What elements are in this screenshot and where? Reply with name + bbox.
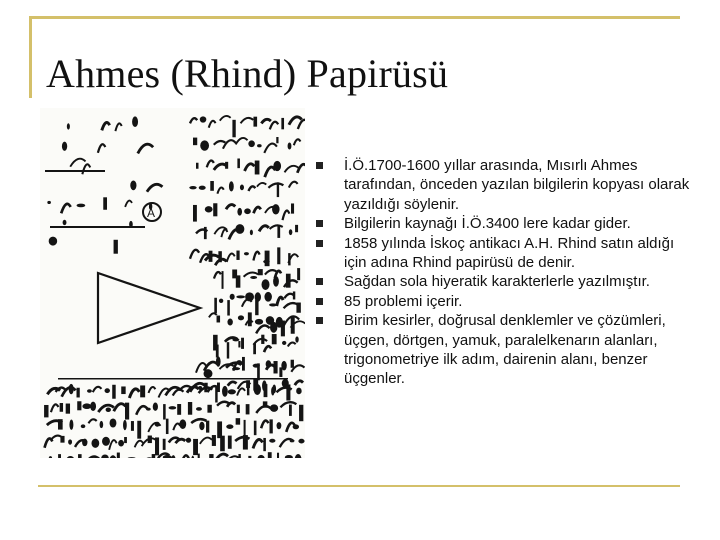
hieratic-mark	[295, 336, 298, 342]
hieratic-mark	[171, 455, 176, 458]
hieratic-mark	[232, 338, 239, 341]
hieratic-mark	[258, 269, 263, 275]
hieratic-mark	[209, 454, 213, 458]
hieratic-mark	[257, 363, 260, 380]
hieratic-mark	[200, 140, 209, 150]
hieratic-mark	[257, 183, 266, 187]
hieratic-mark	[163, 439, 166, 450]
hieratic-mark	[82, 164, 90, 174]
hieratic-mark	[291, 360, 294, 368]
hieratic-mark	[146, 408, 151, 411]
hieratic-mark	[138, 144, 153, 153]
hieratic-mark	[81, 424, 86, 428]
hieratic-mark	[298, 439, 304, 444]
hieratic-mark	[257, 455, 264, 458]
hieratic-mark	[295, 454, 302, 458]
hieratic-mark	[199, 422, 204, 430]
hieratic-mark	[238, 315, 244, 320]
hieratic-mark	[281, 321, 285, 337]
hieratic-line	[58, 378, 288, 380]
hieratic-mark	[291, 203, 294, 213]
hieratic-mark	[271, 387, 274, 396]
hieratic-mark	[102, 437, 110, 446]
square-bullet-icon	[316, 162, 323, 169]
hieratic-mark	[264, 346, 271, 352]
hieratic-mark	[169, 406, 177, 409]
bullet-item: 85 problemi içerir.	[316, 292, 696, 311]
hieratic-mark	[288, 343, 296, 347]
hieratic-mark	[100, 421, 104, 428]
hieratic-mark	[227, 342, 229, 358]
hieratic-mark	[264, 144, 277, 153]
hieratic-mark	[269, 303, 277, 306]
hieratic-mark	[244, 208, 251, 214]
hieratic-mark	[264, 292, 272, 302]
hieratic-mark	[93, 387, 102, 392]
hieratic-mark	[269, 439, 275, 443]
hieratic-mark	[285, 455, 293, 458]
hieratic-mark	[279, 367, 282, 377]
bullet-list	[316, 156, 696, 389]
hieratic-mark	[214, 298, 217, 313]
hieratic-mark	[152, 454, 156, 458]
hieratic-mark	[67, 123, 70, 129]
hieratic-mark	[213, 203, 217, 216]
hieratic-mark	[207, 161, 214, 168]
hieratic-mark	[237, 388, 245, 395]
hieratic-mark	[296, 388, 302, 395]
hieratic-mark	[273, 161, 281, 171]
hieratic-mark	[217, 316, 221, 323]
square-bullet-icon	[316, 240, 323, 247]
hieratic-mark	[272, 334, 277, 344]
hieratic-mark	[112, 385, 115, 399]
hieratic-mark	[227, 254, 235, 262]
hieratic-mark	[51, 404, 58, 412]
hieratic-mark	[280, 402, 296, 407]
hieratic-mark	[60, 436, 64, 443]
hieratic-mark	[242, 299, 252, 306]
hieratic-mark	[212, 435, 216, 446]
hieratic-mark	[121, 386, 125, 394]
hieratic-mark	[129, 389, 139, 398]
frame-left-line	[29, 16, 32, 98]
hieratic-mark	[295, 381, 303, 385]
hieratic-mark	[117, 453, 120, 458]
hieratic-mark	[209, 313, 217, 317]
hieratic-mark	[296, 303, 300, 313]
hieratic-mark	[220, 116, 231, 121]
hieratic-mark	[125, 403, 129, 420]
hieratic-mark	[248, 186, 255, 191]
hieratic-mark	[115, 123, 121, 131]
hieratic-mark	[283, 211, 290, 220]
hieratic-mark	[69, 420, 73, 430]
hieratic-mark	[277, 422, 282, 429]
hieratic-mark	[191, 419, 206, 423]
hieratic-mark	[257, 144, 262, 147]
hieratic-mark	[155, 437, 159, 455]
hieratic-mark	[101, 455, 109, 458]
hieratic-mark	[127, 457, 136, 458]
hieratic-mark	[191, 456, 194, 458]
hieratic-mark	[270, 225, 283, 229]
hieratic-mark	[88, 419, 96, 423]
hieratic-mark	[250, 276, 257, 279]
hieratic-mark	[196, 407, 202, 411]
hieratic-mark	[207, 405, 211, 413]
hieratic-mark	[102, 123, 110, 131]
hieratic-mark	[248, 456, 251, 458]
hieratic-mark	[273, 276, 279, 287]
hieratic-mark	[153, 403, 158, 411]
hieratic-mark	[216, 345, 219, 358]
hieratic-mark	[289, 405, 292, 416]
hieratic-mark	[294, 139, 301, 145]
hieratic-mark	[253, 117, 257, 127]
hieratic-mark	[51, 436, 62, 440]
hieratic-mark	[289, 182, 298, 188]
hieratic-mark	[63, 220, 67, 225]
hieratic-mark	[190, 118, 197, 123]
square-bullet-icon	[316, 220, 323, 227]
hieratic-mark	[253, 252, 259, 261]
hieratic-mark	[270, 322, 277, 333]
hieratic-mark	[45, 438, 53, 447]
bullet-item: Bilgilerin kaynağı İ.Ö.3400 lere kadar gider.	[316, 214, 696, 233]
hieratic-mark	[125, 201, 132, 207]
hieratic-mark	[186, 438, 191, 443]
hieratic-mark	[236, 251, 239, 260]
hieratic-mark	[253, 440, 263, 449]
frame-top-line	[29, 16, 680, 19]
hieratic-mark	[226, 424, 233, 429]
hieratic-mark	[90, 402, 96, 411]
hieratic-mark	[225, 162, 228, 169]
hieratic-mark	[196, 163, 198, 169]
hieratic-mark	[265, 251, 270, 267]
hieratic-mark	[130, 180, 136, 190]
hieratic-mark	[209, 121, 216, 128]
hieratic-mark	[295, 225, 298, 232]
hieratic-mark	[132, 116, 138, 127]
hieratic-mark	[173, 390, 184, 396]
hieratic-mark	[135, 441, 143, 448]
bullet-item: Sağdan sola hiyeratik karakterlerle yazılmıştır.	[316, 272, 696, 291]
hieratic-mark	[241, 118, 254, 123]
hieratic-mark	[286, 384, 290, 400]
hieratic-mark	[236, 295, 245, 298]
hieratic-mark	[175, 439, 185, 443]
hieratic-line	[50, 226, 145, 228]
hieratic-mark	[227, 403, 235, 407]
hieratic-mark	[217, 421, 222, 438]
hieratic-mark	[91, 439, 99, 448]
hieratic-mark	[270, 122, 278, 130]
square-bullet-icon	[316, 278, 323, 285]
hieratic-mark	[149, 387, 156, 393]
hieratic-mark	[109, 457, 116, 458]
hieratic-mark	[261, 421, 268, 429]
hieratic-mark	[232, 120, 235, 137]
hieratic-mark	[227, 319, 232, 326]
hieratic-mark	[228, 436, 232, 449]
hieratic-mark	[140, 385, 145, 397]
hieratic-mark	[163, 455, 172, 458]
hieratic-mark	[263, 438, 266, 451]
hieratic-mark	[217, 187, 223, 193]
hieratic-mark	[244, 273, 258, 277]
hieratic-mark	[173, 424, 180, 431]
square-bullet-icon	[316, 298, 323, 305]
bullet-item: Birim kesirler, doğrusal denklemler ve çözümleri, üçgen, dörtgen, yamuk, paralelkenarın alanları, trigonometriye ilk adım, dairenin alanı, benzer üçgenler.	[316, 311, 696, 389]
hieratic-mark	[198, 454, 200, 458]
hieratic-mark	[242, 357, 245, 371]
hieratic-mark	[277, 247, 280, 264]
hieratic-mark	[236, 275, 241, 287]
papyrus-drawing	[40, 108, 305, 458]
hieratic-mark	[265, 167, 276, 177]
hieratic-mark	[237, 405, 240, 413]
hieratic-mark	[221, 229, 227, 237]
hieratic-mark	[243, 435, 248, 449]
hieratic-mark	[263, 401, 268, 407]
slide-title: Ahmes (Rhind) Papirüsü	[46, 51, 449, 96]
hieratic-mark	[106, 407, 111, 412]
hieratic-mark	[277, 226, 280, 238]
hieratic-mark	[246, 404, 250, 414]
hieratic-mark	[269, 419, 272, 433]
hieratic-mark	[248, 140, 255, 147]
hieratic-mark	[289, 229, 293, 235]
bullet-item: İ.Ö.1700-1600 yıllar arasında, Mısırlı Ahmes tarafından, önceden yazılan bilgilerin kopyası olarak yazıldığı söylenir.	[316, 156, 696, 214]
hieratic-mark	[261, 119, 271, 123]
hieratic-mark	[166, 419, 169, 434]
hieratic-mark	[253, 343, 256, 354]
hieratic-mark	[219, 299, 223, 303]
hieratic-mark	[232, 367, 240, 370]
hieratic-mark	[189, 186, 196, 189]
hieratic-mark	[281, 118, 284, 129]
hieratic-mark	[193, 138, 197, 146]
hieratic-mark	[277, 297, 283, 306]
hieratic-mark	[229, 181, 234, 191]
hieratic-mark	[241, 338, 244, 349]
hieratic-mark	[77, 388, 80, 398]
hieratic-mark	[204, 362, 218, 371]
hieratic-mark	[297, 164, 305, 173]
hieratic-mark	[240, 184, 244, 190]
hieratic-mark	[103, 197, 107, 209]
hieratic-mark	[264, 384, 268, 397]
hieratic-mark	[155, 422, 160, 427]
bottom-rule	[38, 485, 680, 487]
hieratic-mark	[214, 272, 221, 279]
hieratic-mark	[268, 452, 272, 458]
hieratic-mark	[290, 439, 294, 443]
hieratic-mark	[254, 421, 257, 436]
hieratic-mark	[105, 388, 110, 393]
hieratic-mark	[44, 405, 48, 417]
hieratic-mark	[236, 138, 248, 145]
triangle-figure	[98, 273, 200, 343]
hieratic-mark	[204, 369, 213, 378]
hieratic-mark	[47, 201, 51, 204]
hieratic-mark	[277, 453, 279, 458]
hieratic-mark	[298, 120, 305, 129]
hieratic-mark	[124, 437, 127, 443]
hieratic-mark	[179, 419, 186, 429]
hieratic-mark	[226, 205, 235, 210]
hieratic-mark	[60, 403, 63, 412]
hieratic-mark	[284, 294, 294, 299]
hieratic-mark	[98, 144, 105, 153]
hieratic-mark	[206, 421, 209, 433]
hieratic-mark	[293, 291, 295, 299]
hieratic-mark	[245, 164, 255, 171]
papyrus-image	[40, 108, 305, 458]
hieratic-mark	[220, 436, 225, 452]
hieratic-mark	[163, 404, 166, 419]
square-bullet-icon	[316, 317, 323, 324]
hieratic-mark	[110, 418, 117, 427]
hieratic-mark	[247, 385, 249, 395]
hieratic-mark	[235, 224, 244, 234]
hieratic-mark	[250, 230, 253, 235]
hieratic-mark	[222, 386, 228, 397]
hieratic-mark	[244, 252, 249, 255]
hieratic-mark	[288, 143, 292, 150]
circled-glyph-symbol: A	[147, 206, 156, 220]
hieratic-mark	[49, 237, 57, 246]
hieratic-mark	[87, 389, 92, 393]
hieratic-mark	[193, 439, 198, 455]
hieratic-mark	[188, 402, 192, 415]
hieratic-mark	[62, 142, 67, 151]
hieratic-mark	[114, 240, 118, 254]
hieratic-mark	[214, 141, 226, 145]
hieratic-mark	[259, 226, 269, 232]
hieratic-mark	[282, 341, 286, 345]
hieratic-mark	[137, 421, 141, 439]
hieratic-mark	[268, 183, 283, 187]
hieratic-mark	[147, 184, 163, 191]
hieratic-mark	[68, 439, 72, 444]
hieratic-mark	[237, 208, 242, 216]
hieratic-mark	[136, 406, 147, 415]
hieratic-mark	[238, 454, 240, 458]
hieratic-mark	[270, 404, 278, 412]
hieratic-mark	[254, 207, 261, 213]
hieratic-mark	[82, 439, 87, 447]
hieratic-mark	[215, 386, 217, 403]
hieratic-line	[45, 170, 105, 172]
hieratic-mark	[228, 382, 237, 386]
hieratic-mark	[109, 440, 116, 450]
hieratic-mark	[216, 454, 228, 458]
hieratic-mark	[236, 418, 240, 425]
hieratic-mark	[248, 312, 252, 326]
hieratic-mark	[190, 250, 199, 259]
hieratic-mark	[230, 294, 235, 300]
hieratic-mark	[77, 204, 86, 208]
hieratic-mark	[66, 404, 70, 414]
hieratic-mark	[205, 206, 213, 212]
hieratic-mark	[181, 455, 189, 458]
hieratic-mark	[58, 419, 63, 429]
hieratic-mark	[228, 456, 239, 458]
hieratic-mark	[82, 403, 91, 409]
hieratic-mark	[49, 456, 52, 458]
hieratic-mark	[114, 404, 126, 412]
hieratic-mark	[216, 356, 221, 366]
hieratic-mark	[131, 421, 134, 431]
hieratic-mark	[255, 319, 263, 325]
hieratic-mark	[244, 420, 246, 436]
hieratic-mark	[214, 227, 227, 234]
hieratic-mark	[69, 384, 74, 394]
bullet-item: 1858 yılında İskoç antikacı A.H. Rhind satın aldığı için adına Rhind papirüsü de denir.	[316, 234, 696, 273]
hieratic-mark	[254, 384, 261, 395]
hieratic-mark	[297, 268, 300, 280]
hieratic-mark	[277, 182, 279, 197]
hieratic-mark	[261, 335, 264, 344]
hieratic-mark	[70, 159, 85, 167]
hieratic-mark	[288, 253, 290, 265]
hieratic-mark	[199, 186, 206, 190]
hieratic-mark	[293, 424, 299, 429]
hieratic-mark	[148, 436, 152, 444]
hieratic-mark	[177, 404, 181, 415]
hieratic-mark	[228, 389, 236, 394]
hieratic-mark	[256, 326, 269, 334]
hieratic-mark	[262, 279, 270, 290]
hieratic-mark	[61, 204, 71, 213]
hieratic-mark	[123, 420, 127, 430]
hieratic-mark	[222, 271, 224, 289]
hieratic-mark	[238, 341, 240, 347]
hieratic-mark	[77, 401, 81, 410]
hieratic-mark	[255, 300, 258, 315]
hieratic-mark	[200, 116, 207, 122]
hieratic-mark	[66, 456, 74, 458]
hieratic-mark	[272, 204, 280, 214]
hieratic-mark	[237, 158, 240, 168]
hieratic-mark	[227, 300, 230, 315]
hieratic-mark	[200, 438, 212, 444]
hieratic-mark	[58, 454, 61, 458]
hieratic-mark	[255, 161, 260, 175]
hieratic-mark	[276, 137, 278, 143]
hieratic-mark	[299, 405, 303, 421]
hieratic-mark	[263, 260, 270, 264]
hieratic-mark	[204, 227, 207, 239]
hieratic-mark	[215, 259, 226, 265]
hieratic-mark	[284, 303, 299, 308]
hieratic-mark	[210, 181, 214, 191]
hieratic-mark	[78, 454, 82, 458]
hieratic-mark	[118, 440, 124, 447]
hieratic-mark	[193, 205, 197, 222]
